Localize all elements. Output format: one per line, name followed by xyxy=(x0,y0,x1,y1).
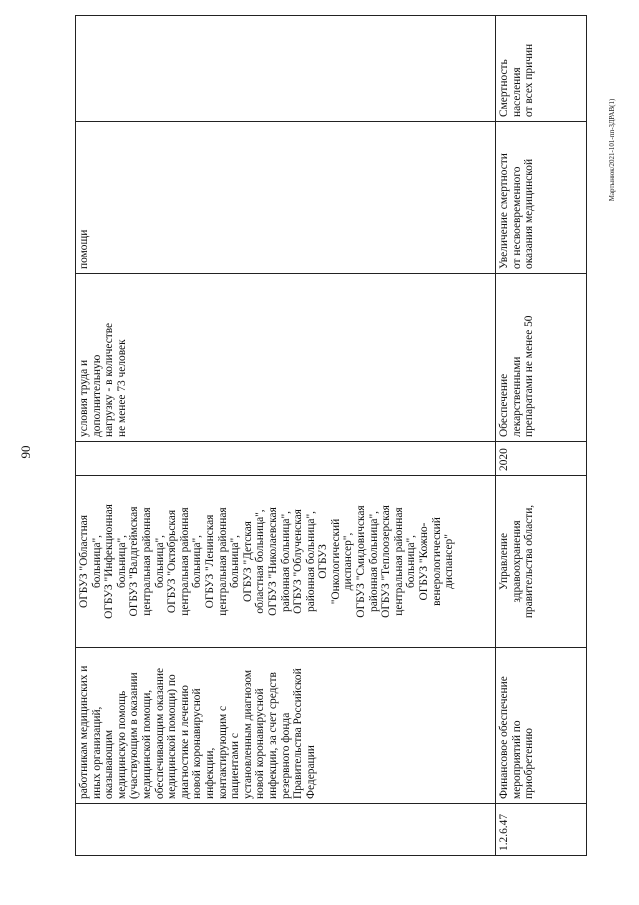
cell-consequence: помощи xyxy=(76,122,496,274)
cell-activity: Финансовое обеспечение мероприятий по приобретению xyxy=(496,648,587,804)
cell-year: 2020 xyxy=(496,442,587,476)
cell-consequence: Увеличение смертности от несвоевременного оказания медицинской xyxy=(496,122,587,274)
cell-year xyxy=(76,442,496,476)
program-activities-table xyxy=(75,15,587,856)
cell-number: 1.2.6.47 xyxy=(496,804,587,856)
cell-executor: Управление здравоохранения правительства области, xyxy=(496,476,587,648)
cell-indicator xyxy=(76,16,496,122)
table-row xyxy=(76,16,496,856)
page-number: 90 xyxy=(18,445,33,459)
rotated-table-sheet xyxy=(75,16,587,856)
cell-result: Обеспечение лекарственными препаратами не менее 50 xyxy=(496,274,587,442)
document-code: Мартынюк/2021-101-пп-ЗДРАВ(1) xyxy=(608,98,616,202)
cell-activity: работникам медицинских и иных организаций, оказывающим медицинскую помощь (участвующим в оказании медицинской помощи, обеспечивающим оказание медицинской помощи) по диагностике и лечению новой коронавирусной инфекции, контактирующим с пациентами с установленным диагнозом новой коронавирусной инфекции, за счет средств резервного фонда Правительства Российской Федерации xyxy=(76,648,496,804)
cell-indicator: Смертность населения от всех причин xyxy=(496,16,587,122)
cell-executor: ОГБУЗ "Областная больница", ОГБУЗ "Инфекционная больница", ОГБУЗ "Валдгеймская центральная районная больница", ОГБУЗ "Октябрьская центральная районная больница", ОГБУЗ "Ленинская центральная районная больница", ОГБУЗ "Детская областная больница", ОГБУЗ "Николаевская районная больница", ОГБУЗ "Облученская районная больница", ОГБУЗ "Онкологический диспансер", ОГБУЗ "Смидовичская районная больница", ОГБУЗ "Теплоозерская центральная районная больница", ОГБУЗ "Кожно- венерологический диспансер" xyxy=(76,476,496,648)
cell-number xyxy=(76,804,496,856)
cell-result: условия труда и дополнительную нагрузку - в количестве не менее 73 человек xyxy=(76,274,496,442)
table-row xyxy=(496,16,587,856)
